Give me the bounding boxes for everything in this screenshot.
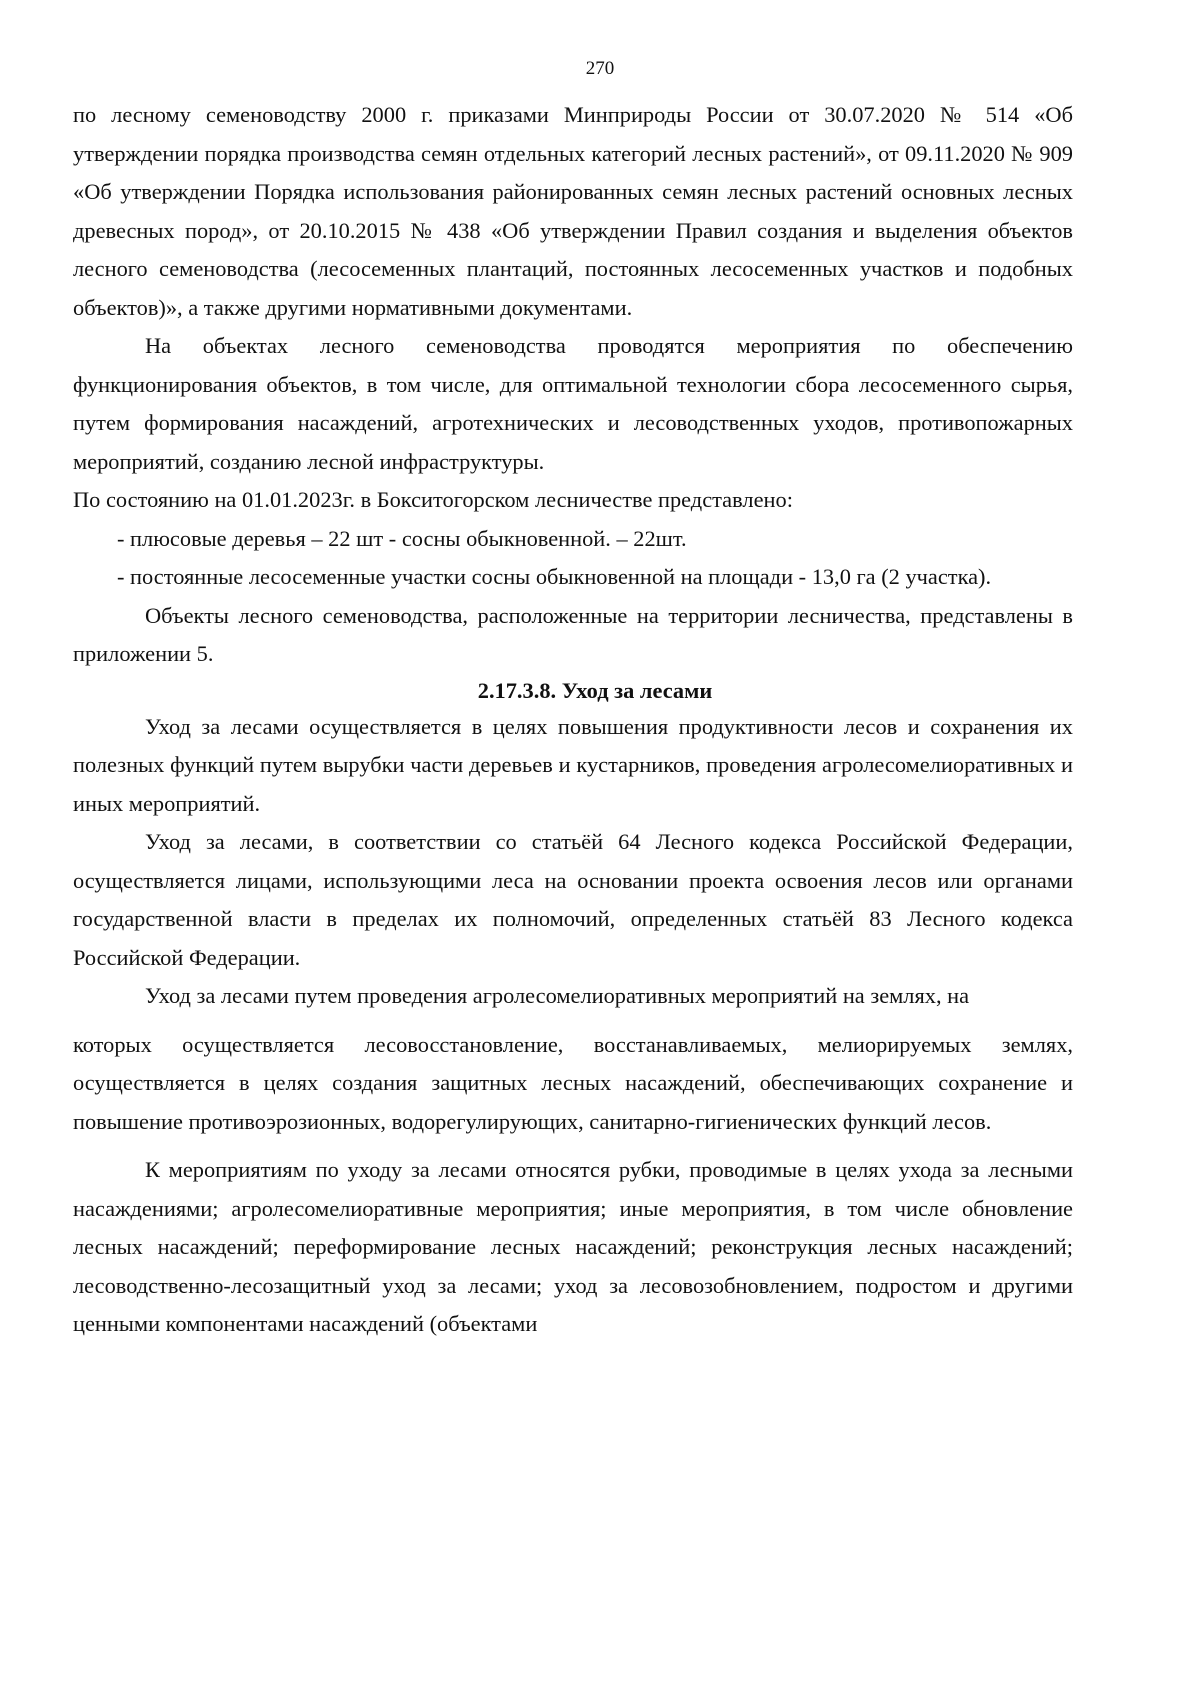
paragraph-forest-care-purpose: Уход за лесами осуществляется в целях повышения продуктивности лесов и сохранения их полезных функций путем вырубки части деревьев и кустарников, проведения агролесомелиоративных и иных мероприятий. [73,713,1073,816]
list-item: - постоянные лесосеменные участки сосны обыкновенной на площади - 13,0 га (2 участка). [117,564,992,589]
paragraph-care-measures: К мероприятиям по уходу за лесами относятся рубки, проводимые в целях ухода за лесными насаждениями; агролесомелиоративные мероприятия; иные мероприятия, в том числе обновление лесных насаждений; переформирование лесных насаждений; реконструкция лесных насаждений; лесоводственно-лесозащитный уход за лесами; уход за лесовозобновлением, подростом и другими ценными компонентами насаждений (объектами [73,1157,1073,1336]
document-body [73,96,1073,1344]
paragraph-status: По состоянию на 01.01.2023г. в Бокситогорском лесничестве представлено: [73,487,793,512]
paragraph-seed-activities: На объектах лесного семеноводства проводятся мероприятия по обеспечению функционирования объектов, в том числе, для оптимальной технологии сбора лесосеменного сырья, путем формирования насаждений, агротехнических и лесоводственных уходов, противопожарных мероприятий, созданию лесной инфраструктуры. [73,333,1073,474]
section-heading: 2.17.3.8. Уход за лесами [477,677,713,703]
paragraph-agro-first-line: Уход за лесами путем проведения агролесомелиоративных мероприятий на землях, на [145,983,970,1008]
page-number: 270 [585,58,615,79]
paragraph-appendix-ref: Объекты лесного семеноводства, расположенные на территории лесничества, представлены в приложении 5. [73,602,1073,666]
list-item: - плюсовые деревья – 22 шт - сосны обыкновенной. – 22шт. [117,525,687,551]
paragraph-seed-regulations: по лесному семеноводству 2000 г. приказами Минприроды России от 30.07.2020 № 514 «Об утверждении порядка производства семян отдельных категорий лесных растений», от 09.11.2020 № 909 «Об утверждении Порядка использования районированных семян лесных растений основных лесных древесных пород», от 20.10.2015 № 438 «Об утверждении Правил создания и выделения объектов лесного семеноводства (лесосеменных плантаций, постоянных лесосеменных участков и подобных объектов)», а также другими нормативными документами. [73,102,1073,320]
paragraph-forest-care-article: Уход за лесами, в соответствии со статьёй 64 Лесного кодекса Российской Федерации, осуществляется лицами, использующими леса на основании проекта освоения лесов или органами государственной власти в пределах их полномочий, определенных статьёй 83 Лесного кодекса Российской Федерации. [73,829,1073,970]
paragraph-agro-continued: которых осуществляется лесовосстановление, восстанавливаемых, мелиорируемых землях, осуществляется в целях создания защитных лесных насаждений, обеспечивающих сохранение и повышение противоэрозионных, водорегулирующих, санитарно-гигиенических функций лесов. [73,1031,1073,1134]
